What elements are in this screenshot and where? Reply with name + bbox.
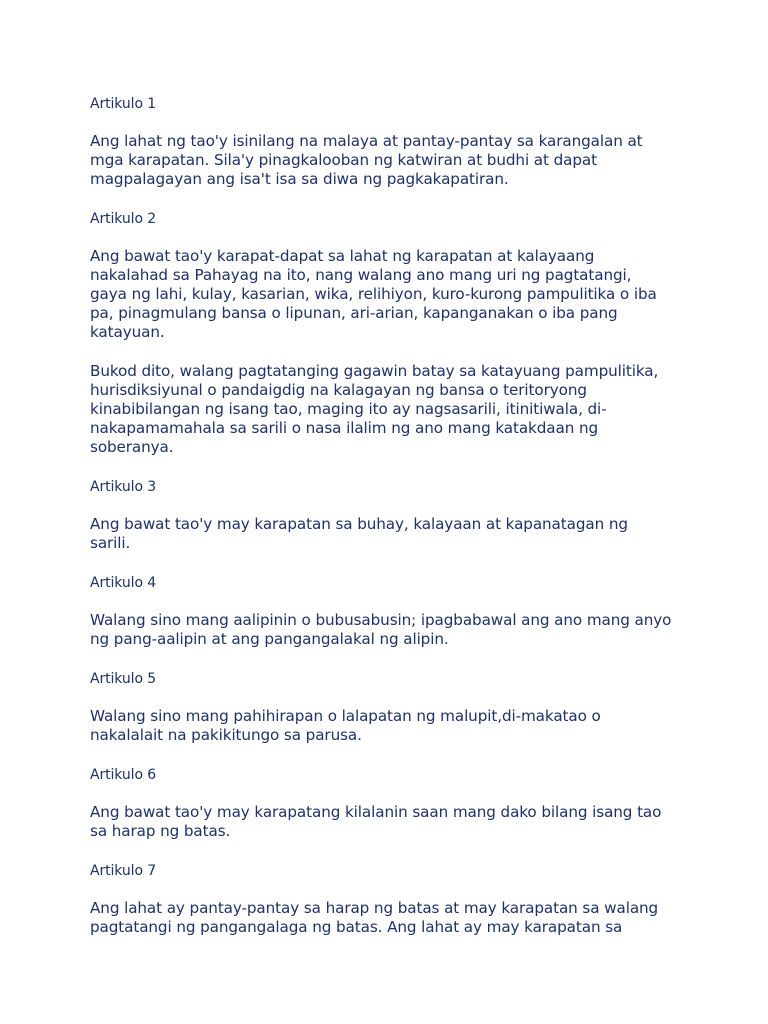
article-heading: Artikulo 2	[90, 211, 157, 227]
paragraph-line: pa, pinagmulang bansa o lipunan, ari-arian, kapanganakan o iba pang	[90, 304, 618, 322]
paragraph-line: pagtatangi ng pangangalaga ng batas. Ang lahat ay may karapatan sa	[90, 918, 623, 936]
paragraph-line: sa harap ng batas.	[90, 822, 231, 840]
paragraph-line: Ang lahat ay pantay-pantay sa harap ng batas at may karapatan sa walang	[90, 899, 659, 917]
paragraph-line: sarili.	[90, 534, 131, 552]
article-paragraph	[90, 247, 728, 342]
paragraph-line: soberanya.	[90, 438, 174, 456]
paragraph-line: Bukod dito, walang pagtatanging gagawin batay sa katayuang pampulitika,	[90, 362, 659, 380]
article-paragraph	[90, 707, 728, 745]
paragraph-line: gaya ng lahi, kulay, kasarian, wika, relihiyon, kuro-kurong pampulitika o iba	[90, 285, 657, 303]
paragraph-line: Ang bawat tao'y karapat-dapat sa lahat ng karapatan at kalayaang	[90, 247, 595, 265]
paragraph-line: magpalagayan ang isa't isa sa diwa ng pagkakapatiran.	[90, 170, 509, 188]
paragraph-line: hurisdiksiyunal o pandaigdig na kalagayan ng bansa o teritoryong	[90, 381, 587, 399]
article-paragraph	[90, 611, 728, 649]
article-heading: Artikulo 1	[90, 96, 157, 112]
article-paragraph	[90, 362, 728, 457]
article-heading: Artikulo 3	[90, 479, 157, 495]
paragraph-line: Ang lahat ng tao'y isinilang na malaya at pantay-pantay sa karangalan at	[90, 132, 643, 150]
article-paragraph	[90, 132, 728, 189]
article-heading: Artikulo 7	[90, 863, 157, 879]
paragraph-line: nakalalait na pakikitungo sa parusa.	[90, 726, 362, 744]
article-paragraph	[90, 899, 728, 937]
paragraph-line: nakapamamahala sa sarili o nasa ilalim ng ano mang katakdaan ng	[90, 419, 599, 437]
paragraph-line: ng pang-aalipin at ang pangangalakal ng alipin.	[90, 630, 449, 648]
paragraph-line: Ang bawat tao'y may karapatan sa buhay, kalayaan at kapanatagan ng	[90, 515, 628, 533]
paragraph-line: kinabibilangan ng isang tao, maging ito ay nagsasarili, itinitiwala, di-	[90, 400, 607, 418]
paragraph-line: mga karapatan. Sila'y pinagkalooban ng katwiran at budhi at dapat	[90, 151, 597, 169]
paragraph-line: katayuan.	[90, 323, 165, 341]
article-heading: Artikulo 4	[90, 575, 157, 591]
paragraph-line: Walang sino mang aalipinin o bubusabusin; ipagbabawal ang ano mang anyo	[90, 611, 672, 629]
article-heading: Artikulo 6	[90, 767, 157, 783]
article-paragraph	[90, 803, 728, 841]
article-heading: Artikulo 5	[90, 671, 157, 687]
article-paragraph	[90, 515, 728, 553]
paragraph-line: Ang bawat tao'y may karapatang kilalanin saan mang dako bilang isang tao	[90, 803, 662, 821]
paragraph-line: Walang sino mang pahihirapan o lalapatan ng malupit,di-makatao o	[90, 707, 601, 725]
paragraph-line: nakalahad sa Pahayag na ito, nang walang ano mang uri ng pagtatangi,	[90, 266, 632, 284]
